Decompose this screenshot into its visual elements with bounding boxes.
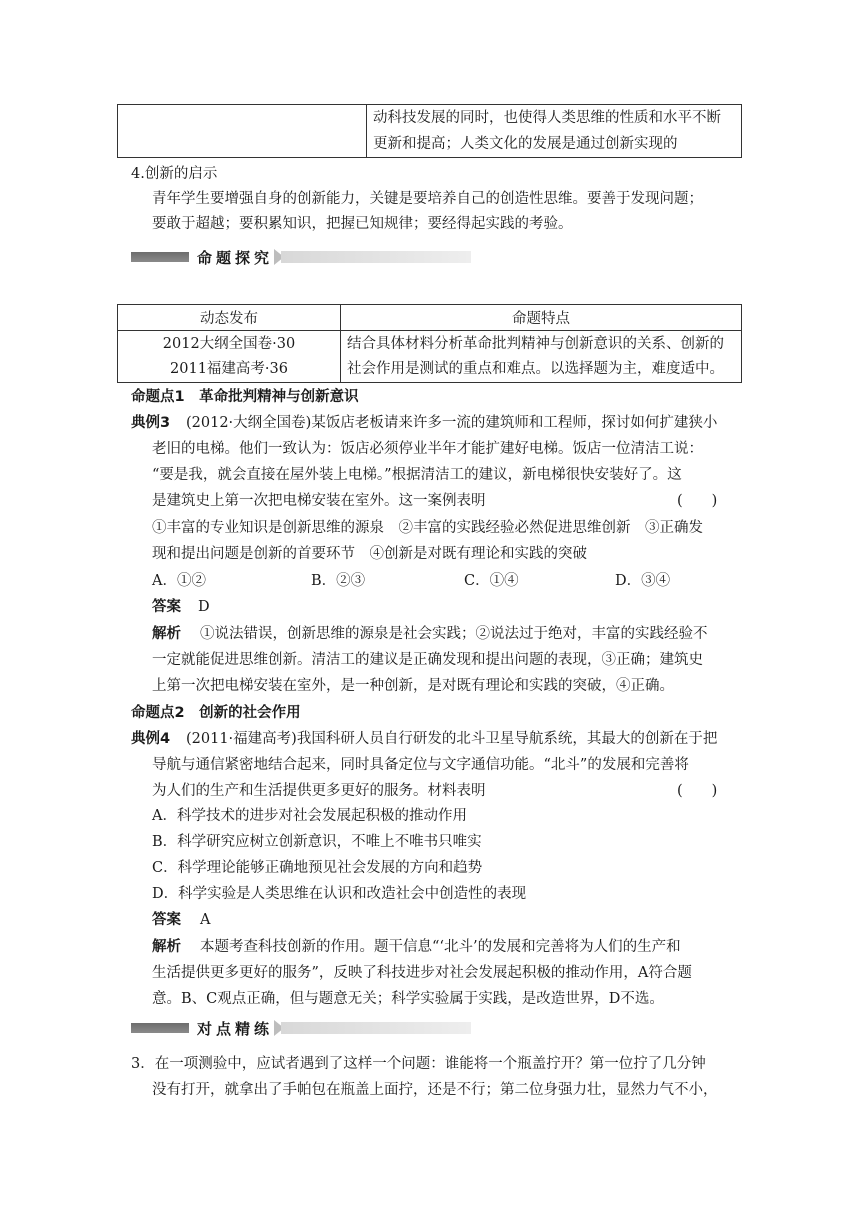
example-3-analysis: ①说法错误，创新思维的源泉是社会实践；②说法过于绝对，丰富的实践经验不 [200, 626, 708, 642]
example-4-answer-label: 答案 [152, 912, 181, 928]
table-header-dynamic: 动态发布 [118, 305, 341, 331]
example-3-analysis: 一定就能促进思维创新。清洁工的建议是正确发现和提出问题的表现，③正确；建筑史 [152, 652, 703, 668]
section-bar-label: 对点精练 [197, 1020, 274, 1038]
source-line: 2011福建高考·36 [170, 360, 288, 377]
bar-dark-block [131, 1023, 189, 1033]
section-bar-targeted-practice [131, 1019, 471, 1037]
example-4-text: (2011·福建高考)我国科研人员自行研发的北斗卫星导航系统，其最大的创新在于把 [186, 731, 718, 747]
example-4-analysis-label: 解析 [152, 939, 181, 955]
example-3-option-b: B．②③ [311, 573, 366, 589]
example-3-text: 老旧的电梯。他们一致认为：饭店必须停业半年才能扩建好电梯。饭店一位清洁工说： [152, 441, 703, 457]
continued-table-right-cell [367, 105, 742, 158]
section-4-heading: 4.创新的启示 [131, 166, 218, 182]
exam-info-table [117, 304, 742, 383]
table-source-cell [118, 331, 341, 383]
bar-light-block [281, 1022, 471, 1034]
example-4-option-a: A．科学技术的进步对社会发展起积极的推动作用 [152, 808, 467, 824]
continued-table-left-cell [118, 105, 367, 158]
question-3-text: 3．在一项测验中，应试者遇到了这样一个问题：谁能将一个瓶盖拧开？第一位拧了几分钟 [131, 1056, 706, 1072]
example-3-analysis: 上第一次把电梯安装在室外，是一种创新，是对既有理论和实践的突破，④正确。 [152, 678, 674, 694]
example-3-text: 是建筑史上第一次把电梯安装在室外。这一案例表明 [152, 493, 486, 509]
example-3-answer-label: 答案 [152, 599, 181, 615]
point-1-heading: 命题点1 革命批判精神与创新意识 [131, 389, 359, 405]
example-4-paren: ( ) [677, 783, 718, 799]
continued-table-line: 更新和提高；人类文化的发展是通过创新实现的 [373, 136, 678, 152]
point-2-heading: 命题点2 创新的社会作用 [131, 705, 301, 721]
example-4-option-c: C．科学理论能够正确地预见社会发展的方向和趋势 [152, 860, 483, 876]
example-3-analysis-label: 解析 [152, 626, 181, 642]
source-line: 2012大纲全国卷·30 [162, 335, 296, 352]
question-3-text: 没有打开，就拿出了手帕包在瓶盖上面拧，还是不行；第二位身强力壮，显然力气不小， [152, 1082, 718, 1098]
example-3-answer: D [198, 599, 210, 615]
example-4-answer: A [200, 912, 211, 928]
bar-light-block [281, 251, 471, 263]
example-3-text: (2012·大纲全国卷)某饭店老板请来许多一流的建筑师和工程师，探讨如何扩建狭小 [186, 415, 718, 431]
continued-table [117, 104, 742, 158]
example-3-statements: 现和提出问题是创新的首要环节 ④创新是对既有理论和实践的突破 [152, 546, 587, 562]
feature-line: 社会作用是测试的重点和难点。以选择题为主，难度适中。 [347, 360, 724, 377]
section-4-text: 要敢于超越；要积累知识，把握已知规律；要经得起实践的考验。 [152, 216, 573, 232]
section-bar-exam-exploration [131, 248, 471, 266]
example-4-option-b: B．科学研究应树立创新意识，不唯上不唯书只唯实 [152, 834, 482, 850]
example-4-text: 导航与通信紧密地结合起来，同时具备定位与文字通信功能。“北斗”的发展和完善将 [152, 757, 689, 773]
example-3-label: 典例3 [131, 415, 171, 431]
example-4-option-d: D．科学实验是人类思维在认识和改造社会中创造性的表现 [152, 886, 527, 902]
example-3-paren: ( ) [677, 493, 718, 509]
table-header-features: 命题特点 [341, 305, 742, 331]
example-4-analysis: 意。B、C观点正确，但与题意无关；科学实验属于实践，是改造世界，D不选。 [152, 991, 664, 1007]
example-4-analysis: 生活提供更多更好的服务”，反映了科技进步对社会发展起积极的推动作用，A符合题 [152, 965, 692, 981]
example-3-option-a: A．①② [152, 573, 206, 589]
continued-table-line: 动科技发展的同时，也使得人类思维的性质和水平不断 [373, 110, 721, 126]
section-bar-label: 命题探究 [197, 249, 274, 267]
example-3-option-c: C．①④ [464, 573, 519, 589]
table-feature-cell [341, 331, 742, 383]
section-4-text: 青年学生要增强自身的创新能力，关键是要培养自己的创造性思维。要善于发现问题； [152, 191, 703, 207]
example-3-statements: ①丰富的专业知识是创新思维的源泉 ②丰富的实践经验必然促进思维创新 ③正确发 [152, 520, 703, 536]
example-3-text: “要是我，就会直接在屋外装上电梯。”根据清洁工的建议，新电梯很快安装好了。这 [152, 467, 682, 483]
example-4-text: 为人们的生产和生活提供更多更好的服务。材料表明 [152, 783, 486, 799]
example-4-label: 典例4 [131, 731, 171, 747]
example-3-option-d: D．③④ [615, 573, 671, 589]
feature-line: 结合具体材料分析革命批判精神与创新意识的关系、创新的 [347, 335, 724, 352]
example-4-analysis: 本题考查科技创新的作用。题干信息“‘北斗’的发展和完善将为人们的生产和 [200, 939, 681, 955]
bar-dark-block [131, 252, 189, 262]
